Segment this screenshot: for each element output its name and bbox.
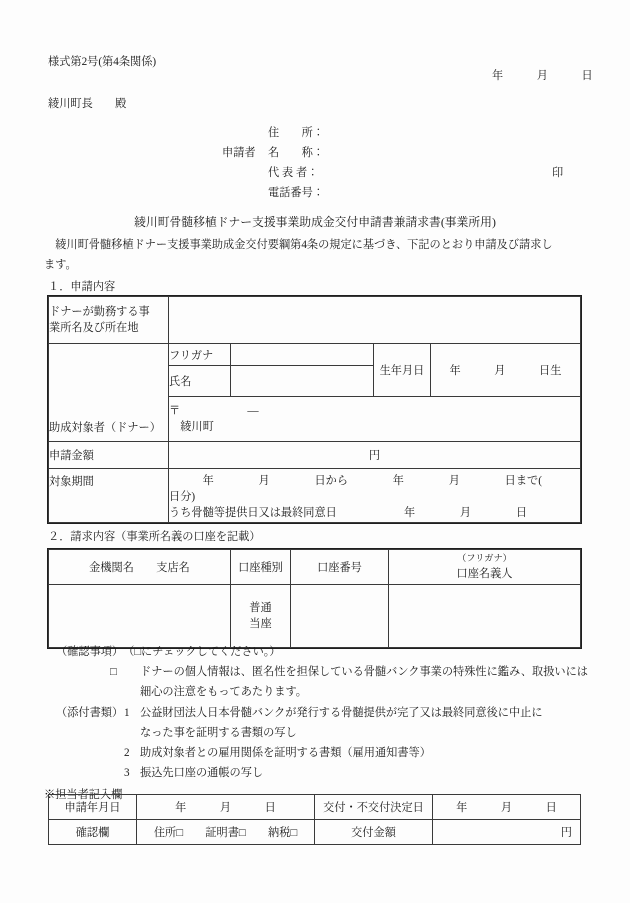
application-date-value-cell[interactable] (137, 795, 315, 820)
table-row (49, 795, 581, 820)
section-1-heading: １．申請内容 (48, 281, 116, 293)
bank-account-table (48, 549, 581, 648)
period-label: 対象期間 (49, 476, 94, 488)
bank-branch-value-cell[interactable] (49, 585, 231, 648)
application-date-label: 申請年月日 (64, 802, 121, 814)
holder-furigana-header-label: （フリガナ） (457, 553, 512, 564)
account-type-option-touza[interactable]: 当座 (249, 618, 272, 630)
verification-label: 確認欄 (75, 827, 110, 839)
seal-stamp-marker: 印 (552, 167, 564, 179)
account-type-value-cell[interactable] (231, 585, 291, 648)
workplace-label-cell (49, 297, 169, 344)
attachment-item-3-number: 3 (124, 767, 130, 779)
period-range-line: 年 月 日から 年 月 日まで( 日分) (169, 475, 576, 504)
applicant-representative-label: 代 表 者： (268, 167, 319, 179)
bank-branch-header-label: 金機関名 支店名 (89, 562, 190, 574)
donor-label-cell (49, 344, 169, 442)
verification-checkbox-group[interactable]: 住所□ 証明書□ 納税□ (153, 827, 298, 839)
grant-amount-value-cell[interactable] (433, 820, 581, 845)
table-row (49, 585, 581, 648)
account-number-header-label: 口座番号 (317, 562, 362, 574)
town-prefix-line: 綾川町 (169, 421, 214, 433)
page-title: 綾川町骨髄移植ドナー支援事業助成金交付申請書兼請求書(事業所用) (134, 215, 496, 229)
decision-date-label-cell (315, 795, 433, 820)
birthdate-value-cell[interactable] (431, 344, 581, 397)
account-number-value-cell[interactable] (291, 585, 389, 648)
workplace-label-line-1: ドナーが勤務する事 (49, 305, 150, 318)
period-donation-date-line: うち骨髄等提供日又は最終同意日 年 月 日 (169, 507, 528, 520)
workplace-value-cell[interactable] (169, 297, 581, 344)
document-date-line: 年 月 日 (492, 70, 593, 82)
confirmation-heading: （確認事項） （□にチェックしてください。） (56, 646, 281, 658)
application-date-label-cell (49, 795, 137, 820)
confirmation-checkbox[interactable]: □ (110, 666, 117, 678)
account-type-option-futsuu[interactable]: 普通 (249, 601, 272, 614)
postal-code-line: 〒 ― (169, 404, 259, 417)
donor-name-value-cell[interactable] (231, 366, 374, 397)
decision-date-label: 交付・不交付決定日 (323, 802, 424, 814)
furigana-label: フリガナ (169, 349, 214, 362)
donor-label: 助成対象者（ドナー） (49, 422, 161, 434)
amount-label: 申請金額 (49, 450, 94, 462)
application-date-value: 年 月 日 (175, 802, 276, 814)
attachment-heading: （添付書類） (56, 707, 124, 719)
account-holder-value-cell[interactable] (389, 585, 581, 648)
confirmation-text-line-2: 細心の注意をもってあたります。 (140, 686, 307, 698)
furigana-label-cell (169, 344, 231, 366)
furigana-value-cell[interactable] (231, 344, 374, 366)
applicant-telephone-label: 電話番号： (268, 187, 324, 199)
table-header-row (49, 550, 581, 585)
period-value-cell[interactable] (169, 469, 581, 523)
table-row (49, 469, 581, 523)
application-details-table (48, 296, 581, 523)
column-header-account-type (231, 550, 291, 585)
attachment-item-1-number: 1 (124, 707, 130, 719)
amount-label-cell (49, 442, 169, 469)
grant-amount-label: 交付金額 (351, 827, 396, 839)
amount-unit: 円 (368, 450, 381, 462)
verification-checks-cell[interactable] (137, 820, 315, 845)
intro-paragraph-line-2: ます。 (44, 259, 77, 271)
applicant-label: 申請者 (222, 147, 256, 159)
staff-section-heading: ※担当者記入欄 (44, 789, 123, 801)
decision-date-value-cell[interactable] (433, 795, 581, 820)
grant-amount-unit: 円 (560, 827, 572, 839)
donor-name-label: 氏名 (169, 376, 192, 388)
form-number: 様式第2号(第4条関係) (48, 56, 157, 68)
table-row (49, 344, 581, 366)
account-type-header-label: 口座種別 (238, 562, 283, 574)
decision-date-value: 年 月 日 (456, 802, 557, 814)
applicant-address-label: 住 所： (268, 127, 324, 139)
applicant-name-label: 名 称： (268, 147, 324, 159)
attachment-item-3-text: 振込先口座の通帳の写し (140, 767, 264, 779)
birthdate-label-cell (374, 344, 431, 397)
column-header-account-holder (389, 550, 581, 585)
amount-value-cell[interactable] (169, 442, 581, 469)
workplace-label-line-2: 業所名及び所在地 (49, 322, 139, 334)
attachment-item-2-text: 助成対象者との雇用関係を証明する書類（雇用通知書等） (140, 747, 431, 759)
table-row (49, 820, 581, 845)
table-row (49, 297, 581, 344)
confirmation-text-line-1: ドナーの個人情報は、匿名性を担保している骨髄バンク事業の特殊性に鑑み、取扱いには (140, 666, 588, 678)
donor-name-label-cell (169, 366, 231, 397)
attachment-item-2-number: 2 (124, 747, 130, 759)
attachment-item-1-text-line-2: なった事を証明する書類の写し (140, 727, 297, 739)
verification-label-cell (49, 820, 137, 845)
column-header-account-number (291, 550, 389, 585)
donor-address-cell[interactable] (169, 397, 581, 442)
grant-amount-label-cell (315, 820, 433, 845)
attachment-item-1-text-line-1: 公益財団法人日本骨髄バンクが発行する骨髄提供が完了又は最終同意後に中止に (140, 707, 543, 719)
table-row (49, 442, 581, 469)
intro-paragraph-line-1: 綾川町骨髄移植ドナー支援事業助成金交付要綱第4条の規定に基づき、下記のとおり申請及び請求し (44, 239, 553, 251)
birthdate-value: 年 月 日生 (449, 365, 562, 377)
period-label-cell (49, 469, 169, 523)
section-2-heading: ２．請求内容（事業所名義の口座を記載） (48, 531, 261, 543)
holder-name-header-label: 口座名義人 (456, 567, 513, 580)
staff-entry-table (48, 794, 581, 845)
birthdate-label: 生年月日 (379, 365, 425, 377)
column-header-bank-branch (49, 550, 231, 585)
addressee: 綾川町長 殿 (48, 98, 127, 110)
